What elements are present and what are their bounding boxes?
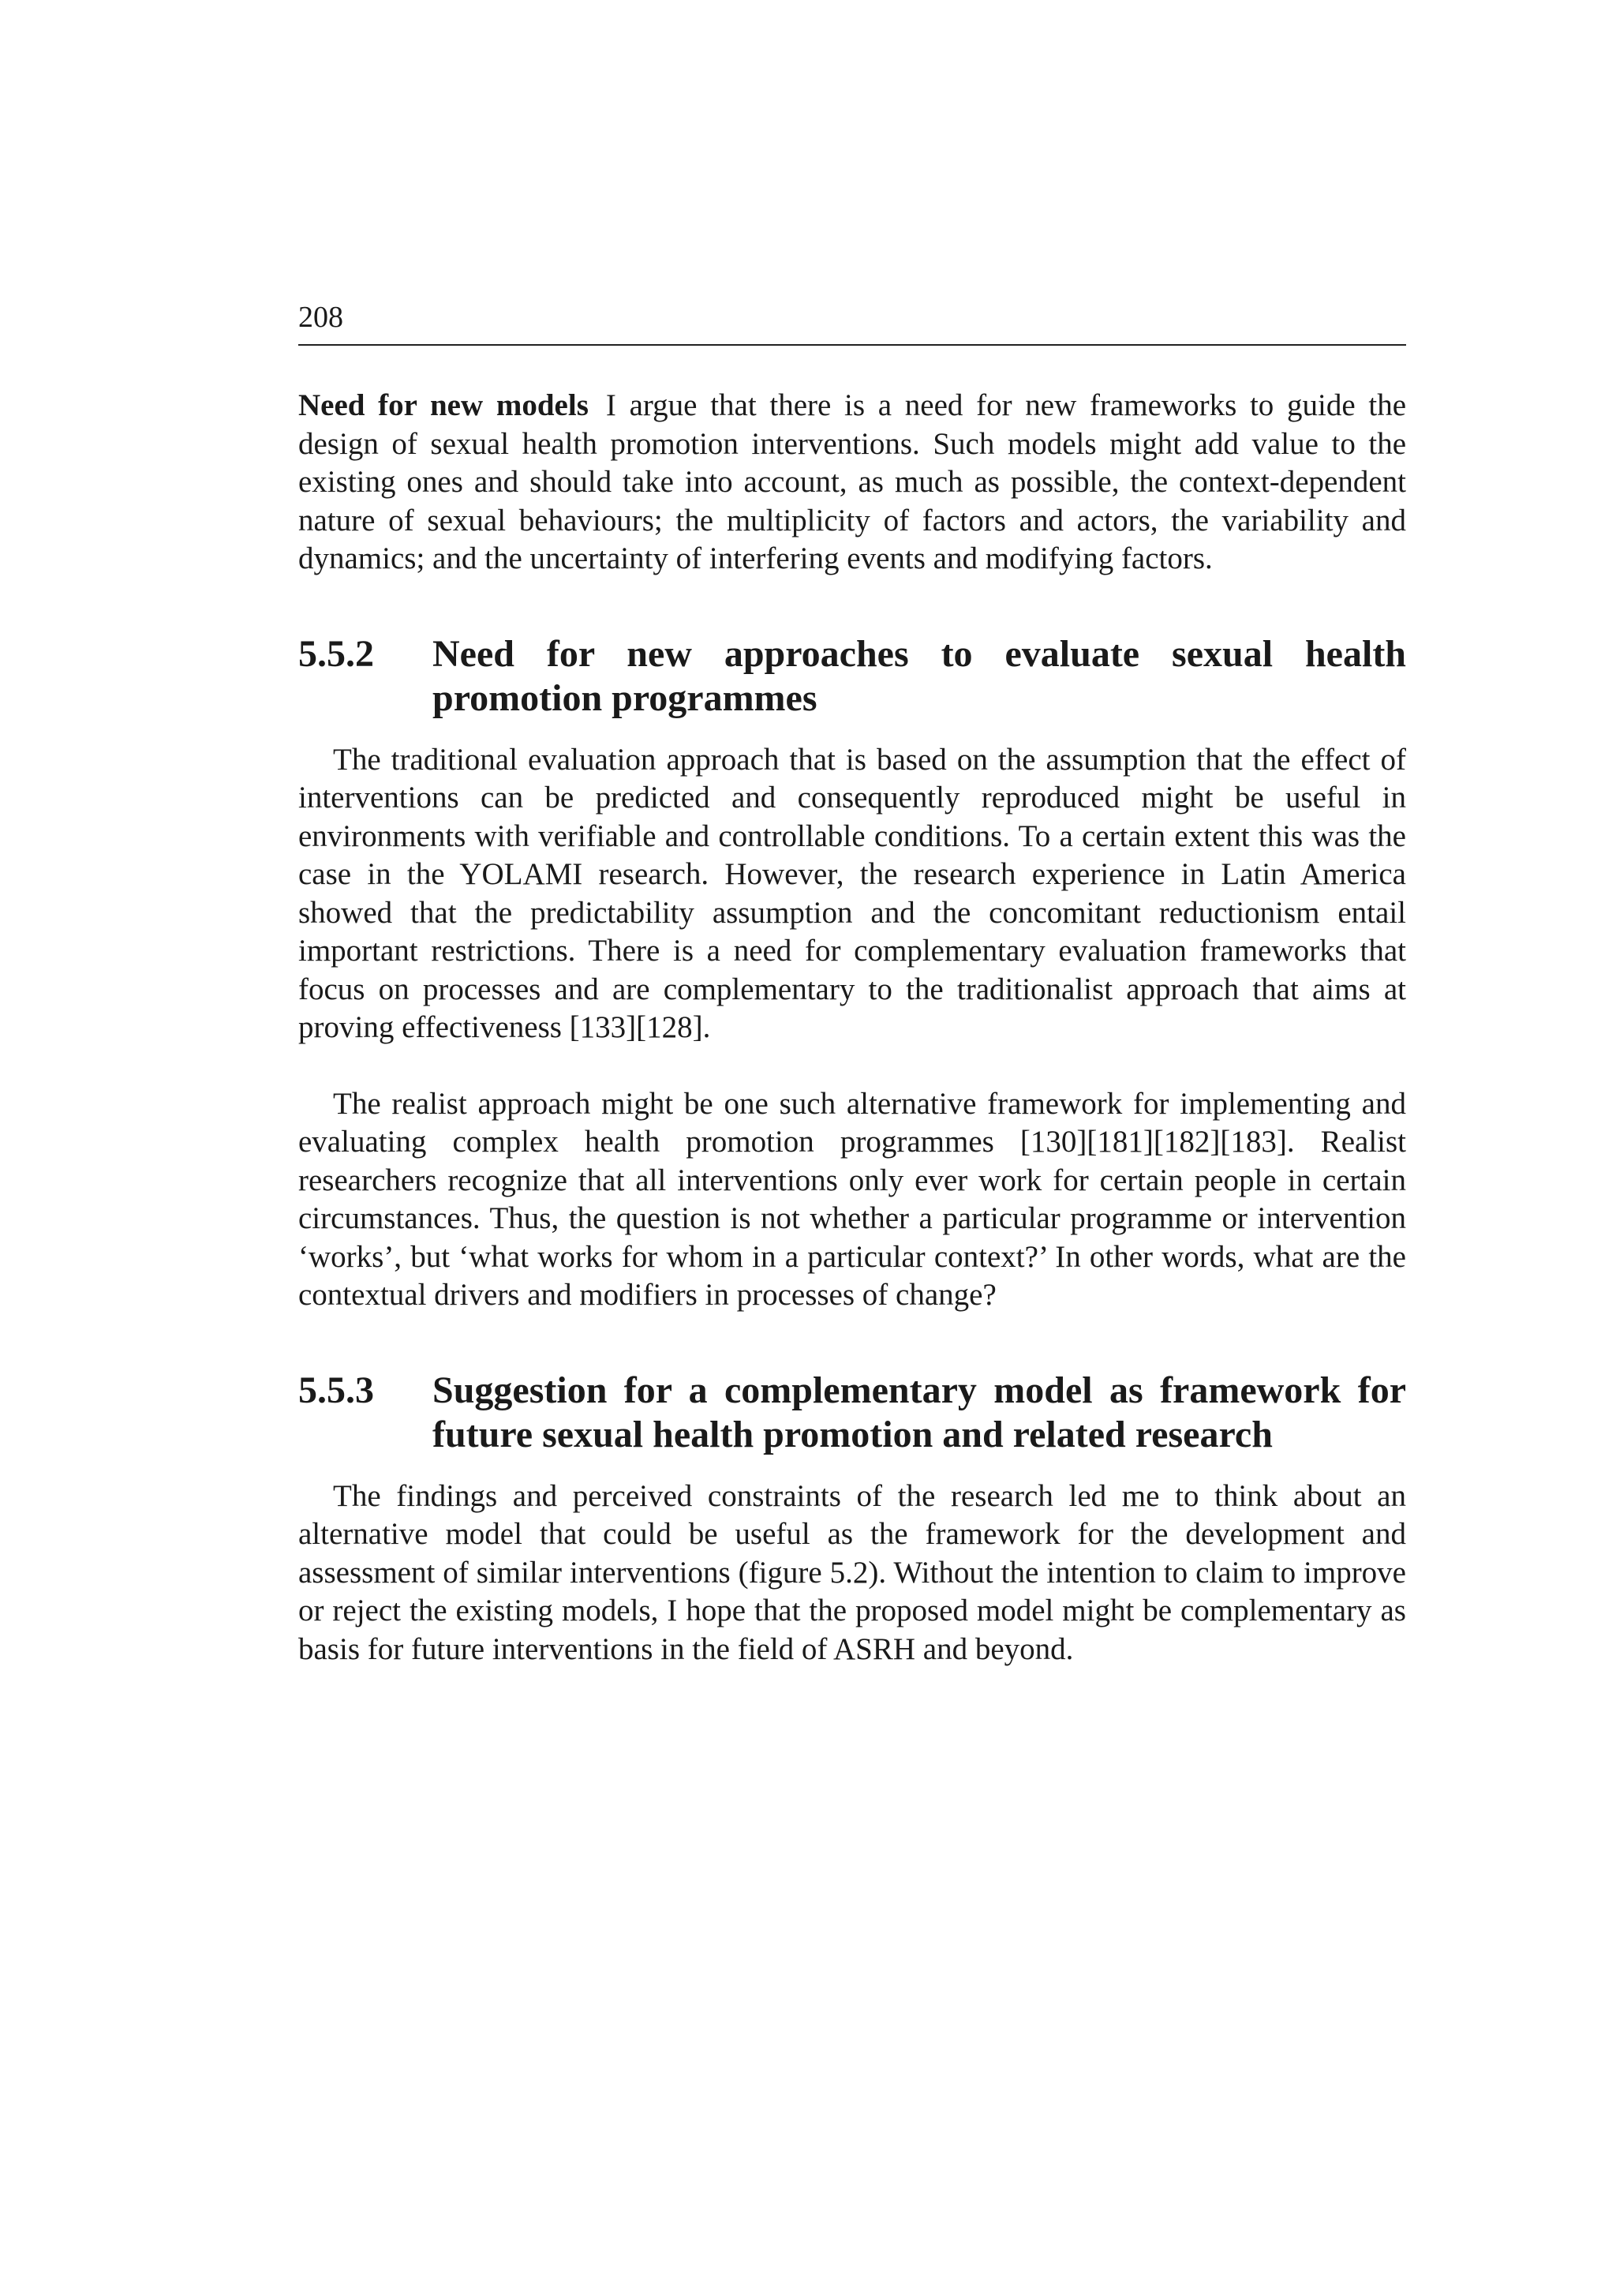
paragraph: The traditional evaluation approach that is based on the assumption that the effect of interventions can be predicted and consequently reproduced might be useful in environments with verifiable and controllable conditions. To a certain extent this was the case in the YOLAMI research. However, the research experience in Latin America showed that the predictability assumption and the concomitant reductionism entail important restrictions. There is a need for complementary evaluation frameworks that focus on processes and are complementary to the traditionalist approach that aims at proving effectiveness [133][128].: [298, 742, 1406, 1044]
section-heading-5-5-3: [298, 1369, 1406, 1457]
paragraph-text: I argue that there is a need for new frameworks to guide the design of sexual health promotion interventions. Such models might add value to the existing ones and should take into account, as much as possible, the context-dependent nature of sexual behaviours; the multiplicity of factors and actors, the variability and dynamics; and the uncertainty of interfering events and modifying factors.: [298, 388, 1407, 575]
document-page: [298, 300, 1406, 1669]
paragraph-heading: Need for new models: [298, 388, 589, 422]
section-heading-5-5-2: [298, 632, 1406, 721]
paragraph-need-for-new-models: [298, 387, 1406, 579]
page-number: 208: [298, 300, 1406, 346]
section-title: Need for new approaches to evaluate sexual health promotion programmes: [432, 632, 1406, 719]
section-number: 5.5.3: [298, 1369, 374, 1411]
section-title: Suggestion for a complementary model as framework for future sexual health promotion and related research: [432, 1369, 1406, 1455]
paragraph: The findings and perceived constraints of the research led me to think about an alternative model that could be useful as the framework for the development and assessment of similar interventions (figure 5.2). Without the intention to claim to improve or reject the existing models, I hope that the proposed model might be complementary as basis for future interventions in the field of ASRH and beyond.: [298, 1478, 1406, 1666]
section-number: 5.5.2: [298, 632, 374, 675]
paragraph: The realist approach might be one such alternative framework for implementing and evaluating complex health promotion programmes [130][181][182][183]. Realist researchers recognize that all interventions only ever work for certain people in certain circumstances. Thus, the question is not whether a particular programme or intervention ‘works’, but ‘what works for whom in a particular context?’ In other words, what are the contextual drivers and modifiers in processes of change?: [298, 1086, 1406, 1312]
